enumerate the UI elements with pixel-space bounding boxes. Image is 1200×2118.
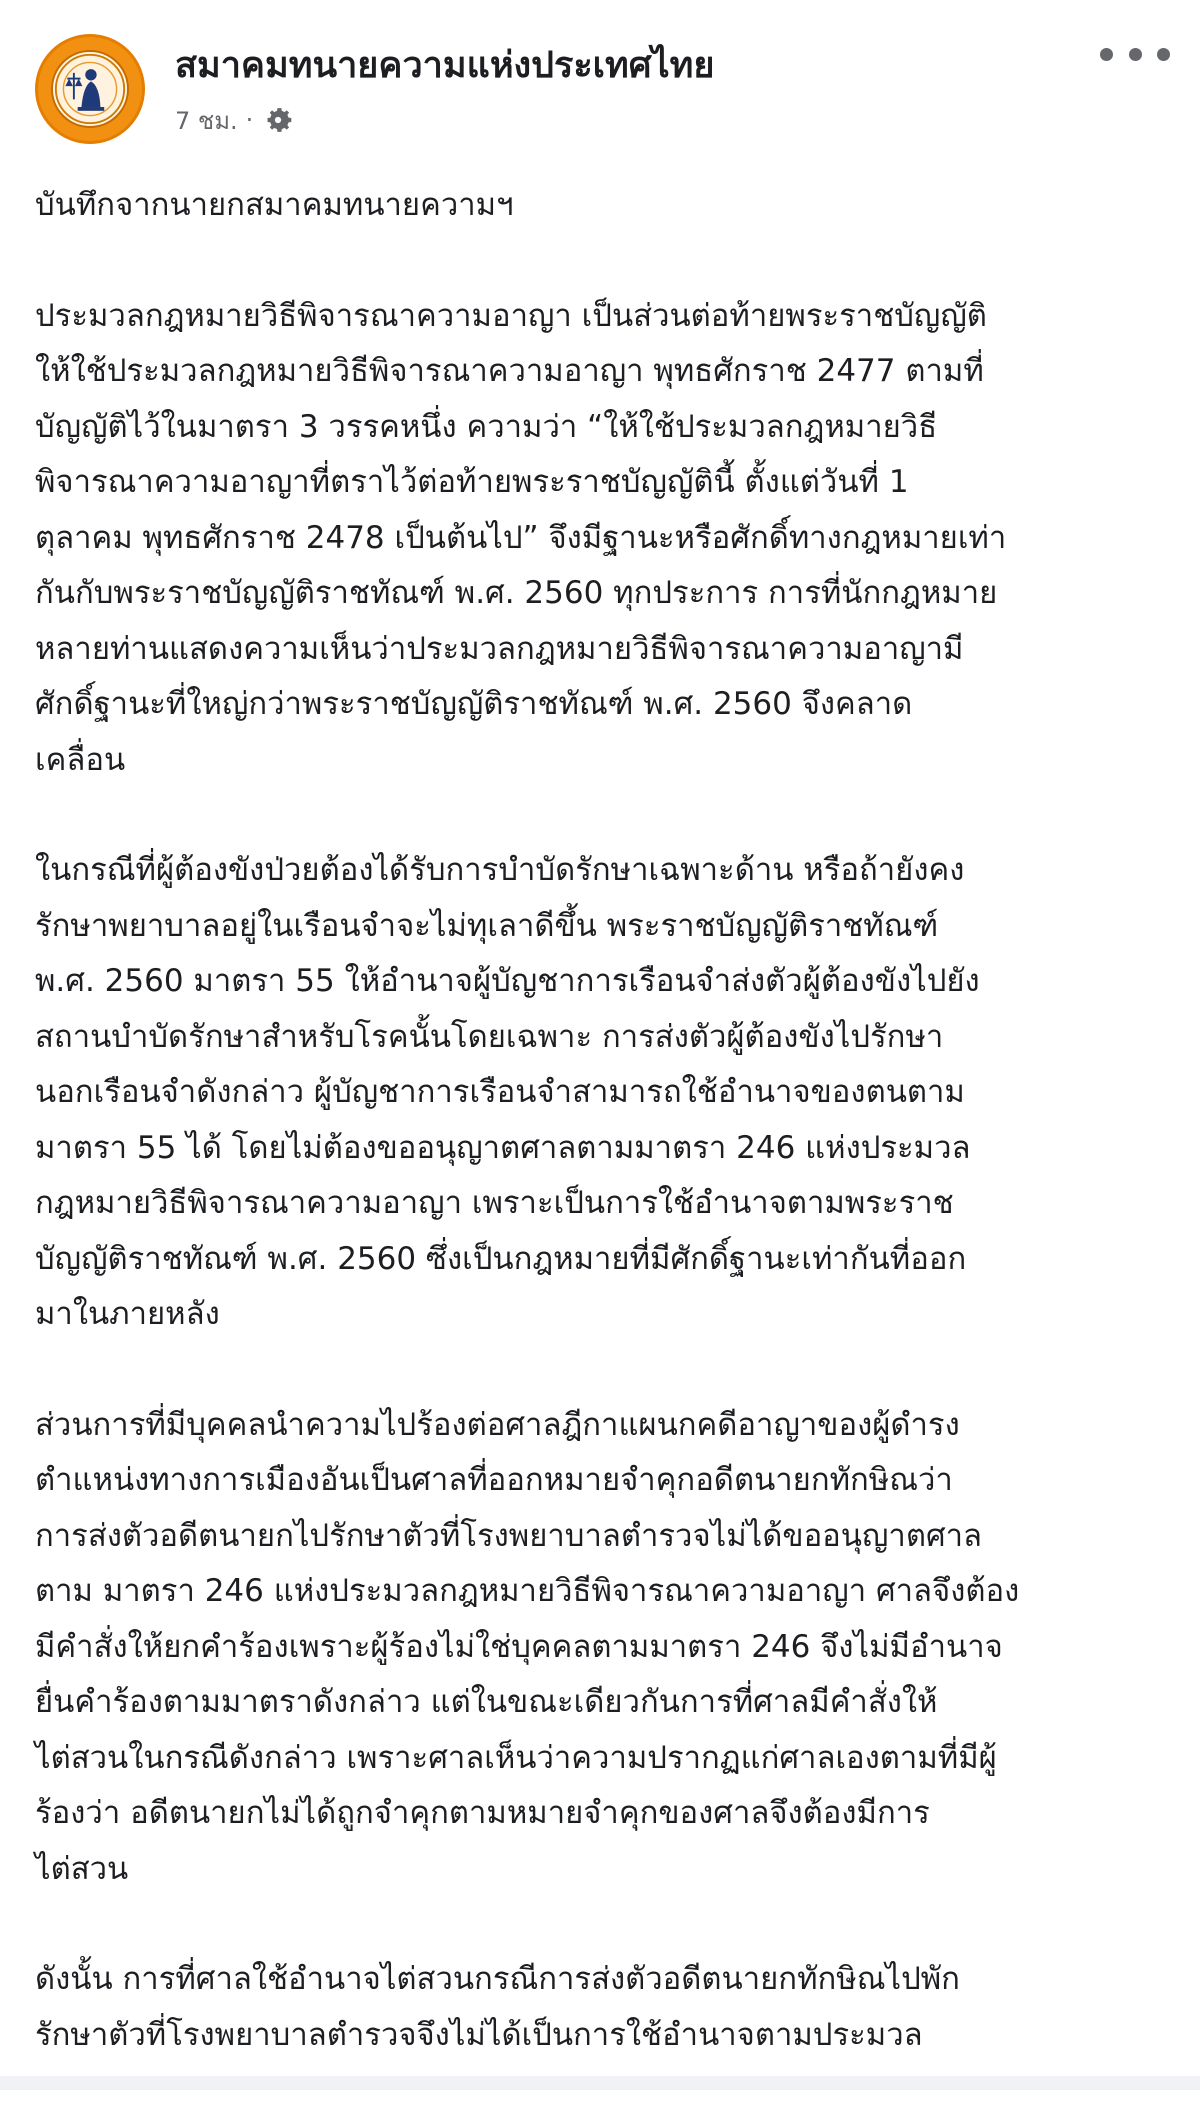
post-line: เคลื่อน bbox=[35, 741, 126, 778]
post-line: บัญญัติไว้ในมาตรา 3 วรรคหนึ่ง ความว่า “ให้ใช้ประมวลกฎหมายวิธี bbox=[35, 408, 938, 445]
bottom-divider bbox=[0, 2076, 1200, 2090]
post-line: มีคำสั่งให้ยกคำร้องเพราะผู้ร้องไม่ใช่บุคคลตามมาตรา 246 จึงไม่มีอำนาจ bbox=[35, 1628, 1003, 1665]
post-line: นอกเรือนจำดังกล่าว ผู้บัญชาการเรือนจำสามารถใช้อำนาจของตนตาม bbox=[35, 1074, 965, 1110]
post-paragraph-2 bbox=[35, 289, 1170, 789]
post-header bbox=[0, 0, 1200, 150]
post-line: ให้ใช้ประมวลกฎหมายวิธีพิจารณาความอาญา พุทธศักราช 2477 ตามที่ bbox=[35, 353, 984, 389]
post-line: มาตรา 55 ได้ โดยไม่ต้องขออนุญาตศาลตามมาตรา 246 แห่งประมวล bbox=[35, 1129, 971, 1166]
post-line: กันกับพระราชบัญญัติราชทัณฑ์ พ.ศ. 2560 ทุกประการ การที่นักกฎหมาย bbox=[35, 575, 998, 611]
post-line: หลายท่านแสดงความเห็นว่าประมวลกฎหมายวิธีพิจารณาความอาญามี bbox=[35, 630, 964, 667]
post-paragraph-1 bbox=[35, 178, 1170, 234]
post-line: บันทึกจากนายกสมาคมทนายความฯ bbox=[35, 187, 514, 223]
post-line: ร้องว่า อดีตนายกไม่ได้ถูกจำคุกตามหมายจำคุกของศาลจึงต้องมีการ bbox=[35, 1795, 930, 1831]
post-line: บัญญัติราชทัณฑ์ พ.ศ. 2560 ซึ่งเป็นกฎหมายที่มีศักดิ์ฐานะเท่ากันที่ออก bbox=[35, 1240, 967, 1277]
post-line: ยื่นคำร้องตามมาตราดังกล่าว แต่ในขณะเดียวกันการที่ศาลมีคำสั่งให้ bbox=[35, 1684, 938, 1720]
post-paragraph-4 bbox=[35, 1398, 1170, 1898]
gear-icon[interactable] bbox=[261, 103, 295, 137]
association-logo-icon bbox=[51, 50, 129, 128]
post-line: กฎหมายวิธีพิจารณาความอาญา เพราะเป็นการใช้อำนาจตามพระราช bbox=[35, 1185, 954, 1221]
post-line: ดังนั้น การที่ศาลใช้อำนาจไต่สวนกรณีการส่งตัวอดีตนายกทักษิณไปพัก bbox=[35, 1961, 960, 1997]
post-line: ประมวลกฎหมายวิธีพิจารณาความอาญา เป็นส่วนต่อท้ายพระราชบัญญัติ bbox=[35, 297, 987, 334]
post-line: พิจารณาความอาญาที่ตราไว้ต่อท้ายพระราชบัญญัตินี้ ตั้งแต่วันที่ 1 bbox=[35, 464, 909, 500]
post-meta bbox=[175, 100, 295, 140]
post-line: สถานบำบัดรักษาสำหรับโรคนั้นโดยเฉพาะ การส่งตัวผู้ต้องขังไปรักษา bbox=[35, 1018, 944, 1055]
post-line: ไต่สวนในกรณีดังกล่าว เพราะศาลเห็นว่าความปรากฏแก่ศาลเองตามที่มีผู้ bbox=[35, 1739, 997, 1776]
meta-separator: · bbox=[245, 106, 254, 134]
page-name[interactable]: สมาคมทนายความแห่งประเทศไทย bbox=[175, 45, 715, 86]
avatar[interactable] bbox=[35, 34, 145, 144]
post-paragraph-3 bbox=[35, 843, 1170, 1343]
post-line: พ.ศ. 2560 มาตรา 55 ให้อำนาจผู้บัญชาการเรือนจำส่งตัวผู้ต้องขังไปยัง bbox=[35, 963, 980, 999]
more-dot bbox=[1157, 48, 1170, 61]
post-line: ตุลาคม พุทธศักราช 2478 เป็นต้นไป” จึงมีฐานะหรือศักดิ์ทางกฎหมายเท่า bbox=[35, 519, 1007, 556]
post-line: ตำแหน่งทางการเมืองอันเป็นศาลที่ออกหมายจำคุกอดีตนายกทักษิณว่า bbox=[35, 1462, 953, 1498]
post-body bbox=[35, 178, 1170, 2118]
post-line: ตาม มาตรา 246 แห่งประมวลกฎหมายวิธีพิจารณาความอาญา ศาลจึงต้อง bbox=[35, 1573, 1020, 1609]
post-line: รักษาตัวที่โรงพยาบาลตำรวจจึงไม่ได้เป็นการใช้อำนาจตามประมวล bbox=[35, 2016, 923, 2053]
post-line: ไต่สวน bbox=[35, 1850, 129, 1887]
post-line: มาในภายหลัง bbox=[35, 1296, 220, 1332]
more-horizontal-icon[interactable] bbox=[1100, 36, 1170, 72]
post-line: รักษาพยาบาลอยู่ในเรือนจำจะไม่ทุเลาดีขึ้น พระราชบัญญัติราชทัณฑ์ bbox=[35, 907, 939, 944]
more-dot bbox=[1100, 48, 1113, 61]
post-paragraph-5 bbox=[35, 1952, 1170, 2063]
post-line: การส่งตัวอดีตนายกไปรักษาตัวที่โรงพยาบาลตำรวจไม่ได้ขออนุญาตศาล bbox=[35, 1517, 983, 1554]
more-dot bbox=[1129, 48, 1142, 61]
post-line: ศักดิ์ฐานะที่ใหญ่กว่าพระราชบัญญัติราชทัณฑ์ พ.ศ. 2560 จึงคลาด bbox=[35, 686, 913, 722]
post-time[interactable]: 7 ชม. bbox=[175, 106, 238, 135]
post-line: ในกรณีที่ผู้ต้องขังป่วยต้องได้รับการบำบัดรักษาเฉพาะด้าน หรือถ้ายังคง bbox=[35, 852, 965, 888]
post-line: ส่วนการที่มีบุคคลนำความไปร้องต่อศาลฎีกาแผนกคดีอาญาของผู้ดำรง bbox=[35, 1406, 960, 1443]
